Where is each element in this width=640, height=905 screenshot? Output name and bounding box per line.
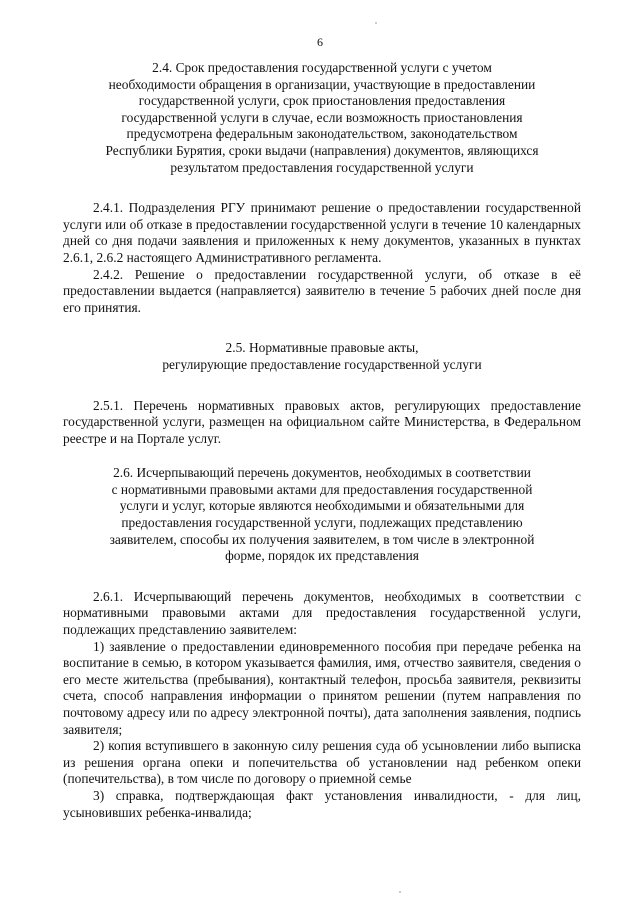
heading-2-6 xyxy=(63,465,581,565)
heading-line: предусмотрена федеральным законодательством, законодательством xyxy=(126,126,518,142)
page-number: 6 xyxy=(317,35,323,49)
list-item-2: 2) копия вступившего в законную силу решения суда об усыновлении либо выписка из решения органа опеки и попечительства об установлении над ребенком опеки (попечительства), в том числе по договору о приемной семье xyxy=(63,738,581,787)
heading-line: услуги и услуг, которые являются необходимыми и обязательными для xyxy=(119,498,525,514)
heading-line: предоставления государственной услуги, подлежащих представлению xyxy=(121,515,523,531)
paragraph-2-4-1: 2.4.1. Подразделения РГУ принимают решение о предоставлении государственной услуги или об отказе в предоставлении государственной услуги в течение 10 календарных дней со дня подачи заявления и приложенных к нему документов, указанных в пунктах 2.6.1, 2.6.2 настоящего Административного регламента. xyxy=(63,200,581,265)
heading-line: результатом предоставления государственной услуги xyxy=(170,159,474,175)
heading-line: форме, порядок их представления xyxy=(225,548,419,564)
list-item-1: 1) заявление о предоставлении единовременного пособия при передаче ребенка на воспитание в семью, в котором указывается фамилия, имя, отчество заявителя, сведения о его месте жительства (пребывания), контактный телефон, просьба заявителя, реквизиты счета, способ направления информации о принятом решении (путем направления по почтовому адресу или по адресу электронной почты), дата заполнения заявления, подпись заявителя; xyxy=(63,638,581,737)
paragraph-2-6-1: 2.6.1. Исчерпывающий перечень документов, необходимых в соответствии с нормативными правовыми актами для предоставления государственной услуги, подлежащих представлению заявителем: xyxy=(63,588,581,638)
document-body xyxy=(63,60,581,821)
heading-line: с нормативными правовыми актами для предоставления государственной xyxy=(111,481,533,497)
paragraph-2-4-2: 2.4.2. Решение о предоставлении государственной услуги, об отказе в её предоставлении выдается (направляется) заявителю в течение 5 рабочих дней после дня его принятия. xyxy=(63,266,581,315)
heading-line: 2.6. Исчерпывающий перечень документов, необходимых в соответствии xyxy=(113,465,531,481)
heading-line: государственной услуги в случае, если возможность приостановления xyxy=(121,109,523,125)
heading-line: регулирующие предоставление государственной услуги xyxy=(162,356,482,372)
heading-line: заявителем, способы их получения заявителем, в том числе в электронной xyxy=(109,531,535,547)
paragraph-2-5-1: 2.5.1. Перечень нормативных правовых актов, регулирующих предоставление государственной услуги, размещен на официальном сайте Министерства, в Федеральном реестре и на Портале услуг. xyxy=(63,397,581,446)
heading-line: необходимости обращения в организации, участвующие в предоставлении xyxy=(108,76,536,92)
scan-speck xyxy=(375,22,377,24)
list-item-3: 3) справка, подтверждающая факт установления инвалидности, - для лиц, усыновивших ребенка-инвалида; xyxy=(63,787,581,820)
heading-line: 2.5. Нормативные правовые акты, xyxy=(225,340,419,356)
heading-2-5 xyxy=(63,340,581,373)
heading-line: государственной услуги, срок приостановления предоставления xyxy=(138,93,506,109)
heading-line: 2.4. Срок предоставления государственной услуги с учетом xyxy=(152,60,492,75)
heading-line: Республики Бурятия, сроки выдачи (направления) документов, являющихся xyxy=(105,142,539,158)
heading-2-4 xyxy=(63,60,581,176)
scan-speck xyxy=(399,891,401,893)
